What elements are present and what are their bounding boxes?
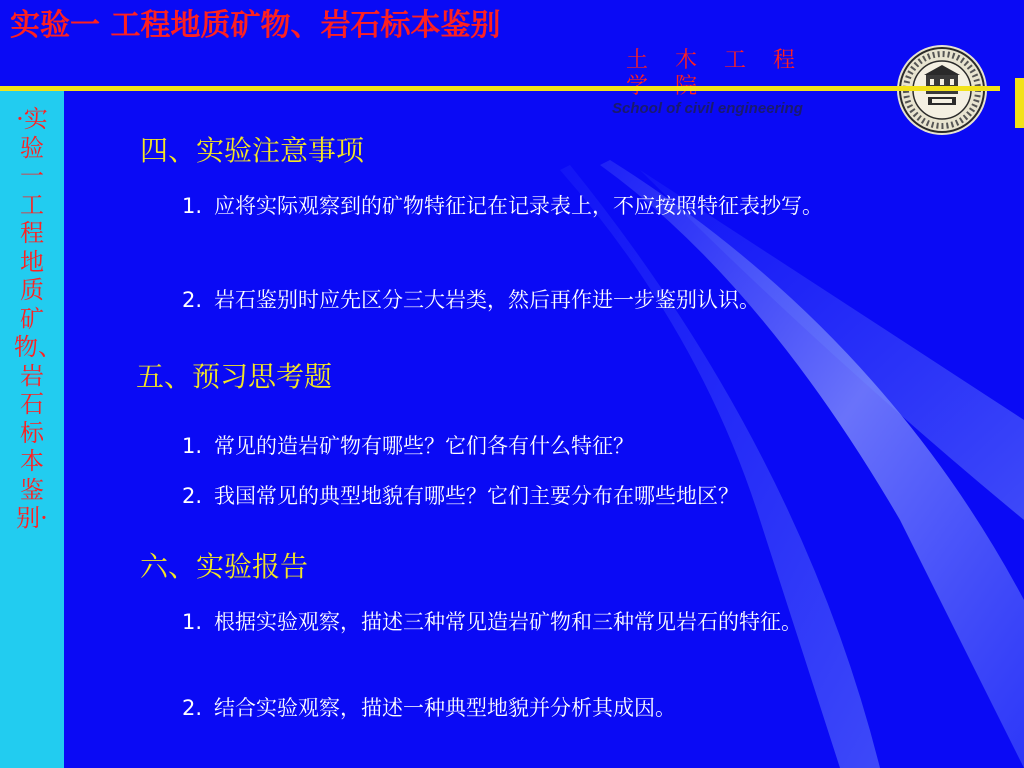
notes-item-1-number: 1. xyxy=(182,194,203,218)
report-item-2-text: 结合实验观察，描述一种典型地貌并分析其成因。 xyxy=(214,696,677,720)
report-item-1-text: 根据实验观察，描述三种常见造岩矿物和三种常见岩石的特征。 xyxy=(214,610,803,634)
preview-item-2-number: 2. xyxy=(182,484,203,508)
preview-item-1 xyxy=(182,424,634,468)
report-item-2 xyxy=(182,686,676,730)
preview-item-1-number: 1. xyxy=(182,434,203,458)
school-name-english: School of civil engineering xyxy=(612,100,803,117)
sidebar-vertical-title: ·实验一 工程地质矿物、岩石标本鉴别· xyxy=(14,105,62,532)
report-item-1-number: 1. xyxy=(182,610,203,634)
notes-item-1 xyxy=(150,184,970,228)
report-item-2-number: 2. xyxy=(182,696,203,720)
slide-title: 实验一 工程地质矿物、岩石标本鉴别 xyxy=(10,8,501,43)
sidebar xyxy=(0,91,64,768)
notes-item-2-number: 2. xyxy=(182,288,203,312)
section-heading-report: 六、实验报告 xyxy=(140,550,309,583)
section-heading-notes: 四、实验注意事项 xyxy=(140,134,365,167)
preview-item-2 xyxy=(182,474,739,518)
header-divider xyxy=(0,86,1000,91)
preview-item-1-text: 常见的造岩矿物有哪些？它们各有什么特征？ xyxy=(214,434,635,458)
header-accent-bar xyxy=(1015,78,1024,128)
report-item-1 xyxy=(150,600,970,644)
notes-item-2-text: 岩石鉴别时应先区分三大岩类，然后再作进一步鉴别认识。 xyxy=(214,288,761,312)
notes-item-2 xyxy=(182,278,760,322)
school-name-chinese: 土 木 工 程 xyxy=(626,48,805,73)
preview-item-2-text: 我国常见的典型地貌有哪些？它们主要分布在哪些地区？ xyxy=(214,484,740,508)
notes-item-1-text: 应将实际观察到的矿物特征记在记录表上，不应按照特征表抄写。 xyxy=(214,194,824,218)
section-heading-preview-questions: 五、预习思考题 xyxy=(136,360,333,393)
